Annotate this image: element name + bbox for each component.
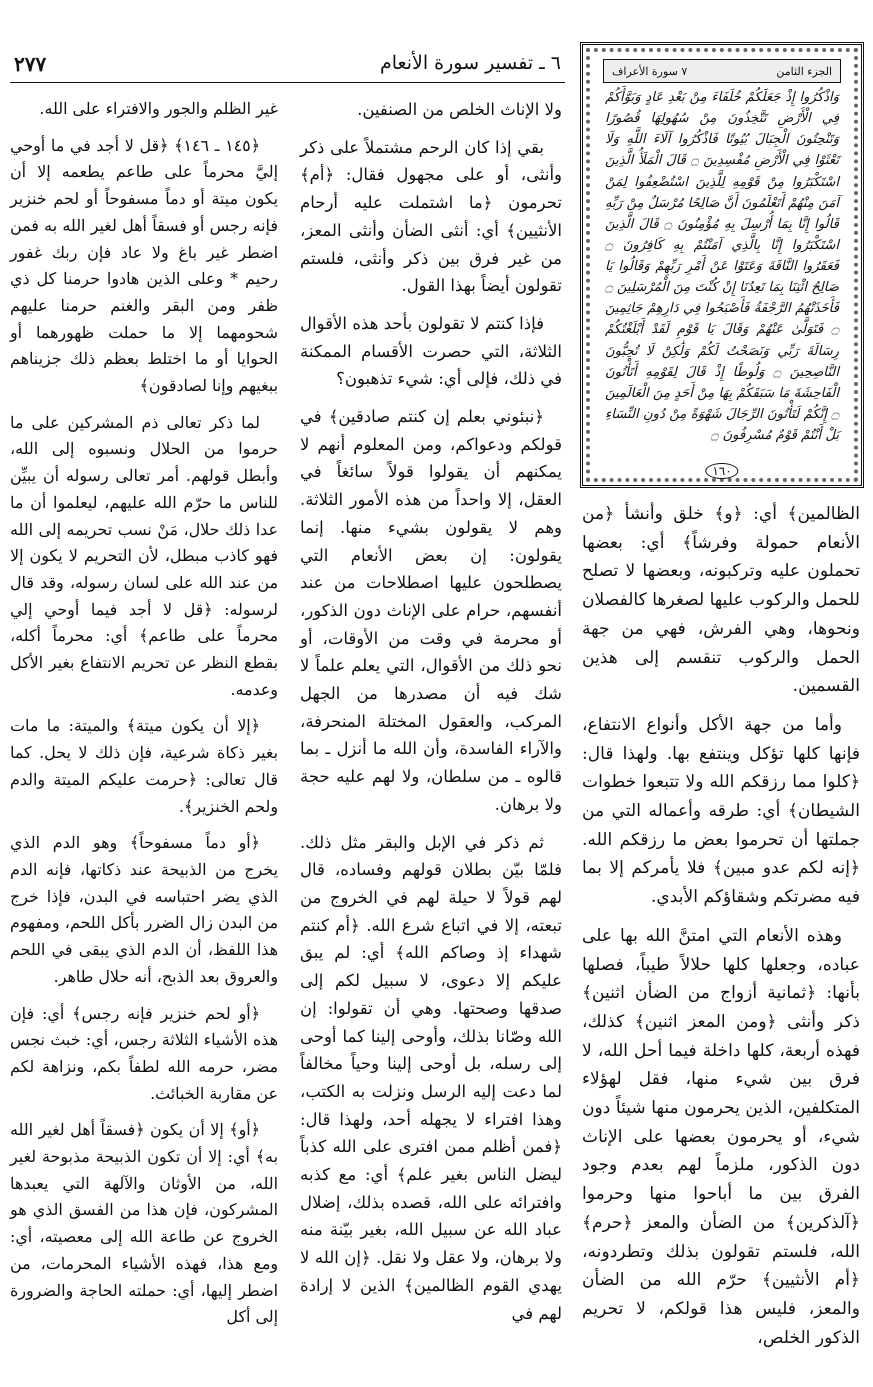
- paragraph: لما ذكر تعالى ذم المشركين على ما حرموا من الحلال ونسبوه إلى الله، وأبطل قولهم. أمر تعالى رسوله أن يبيِّن للناس ما حرّم الله عليهم، ليعلموا أن ما عدا ذلك حلال، مَنْ نسب تحريمه إلى الله فهو كاذب مبطل، لأن التحريم لا يكون إلا من عند الله على لسان رسوله، وقد قال لرسوله: ﴿قل لا أجد فيما أوحي إلي محرماً على طاعم﴾ أي: محرماً أكله، بقطع النظر عن تحريم الانتفاع بغير الأكل وعدمه.: [10, 412, 278, 699]
- paragraph: غير الظلم والجور والافتراء على الله.: [39, 99, 278, 118]
- quran-page-number: ١٦٠: [705, 463, 738, 479]
- header-rule: [10, 82, 565, 83]
- quran-juz-label: الجزء الثامن: [776, 64, 832, 78]
- quran-surah-label: ٧ سورة الأعراف: [612, 64, 688, 78]
- quran-header: [603, 59, 841, 83]
- paragraph: الظالمين﴾ أي: ﴿و﴾ خلق وأنشأ ﴿من الأنعام حمولة وفرشاً﴾ أي: بعضها تحملون عليه وتركبونه، وبعضها لا تصلح للحمل والركوب عليها لصغرها كالفصلان ونحوها، وهي الفرش، فهي من جهة الحمل والركوب تنقسم إلى هذين القسمين.: [582, 504, 860, 697]
- paragraph: بقي إذا كان الرحم مشتملاً على ذكر وأنثى، أو على مجهول فقال: ﴿أم﴾ تحرمون ﴿ما اشتملت عليه أرحام الأنثيين﴾ أي: أنثى الضأن وأنثى المعز، من غير فرق بين ذكر وأنثى، فلستم تقولون أيضاً بهذا القول.: [300, 137, 562, 296]
- running-title: ٦ ـ تفسير سورة الأنعام: [380, 52, 561, 74]
- column-middle: [300, 96, 562, 1337]
- paragraph: وهذه الأنعام التي امتنَّ الله بها على عباده، وجعلها كلها حلالاً طيباً، فصلها بأنها: ﴿ثمانية أزواج من الضأن اثنين﴾ ذكر وأنثى ﴿ومن المعز اثنين﴾ كذلك، فهذه أربعة، كلها داخلة فيما أحل الله، لا فرق بين شيء منها، فقل لهؤلاء المتكلفين، الذين يحرمون منها شيئاً دون شيء، أو يحرمون بعضها على الإناث دون الذكور، ملزماً لهم بعدم وجود الفرق بين ما أباحوا منها وحرموا ﴿آلذكرين﴾ من الضأن والمعز ﴿حرم﴾ الله، فلستم تقولون بذلك وتطردونه، ﴿أم الأنثيين﴾ حرّم الله من الضأن والمعز، فليس هذا قولكم، لا تحريم الذكور الخلص،: [582, 925, 860, 1348]
- paragraph: وأما من جهة الأكل وأنواع الانتفاع، فإنها كلها تؤكل وينتفع بها. ولهذا قال: ﴿كلوا مما رزقكم الله ولا تتبعوا خطوات الشيطان﴾ أي: طرقه وأعماله التي من جملتها أن تحرموا بعض ما رزقكم الله. ﴿إنه لكم عدو مبين﴾ فلا يأمركم إلا بما فيه مضرتكم وشقاؤكم الأبدي.: [582, 714, 860, 908]
- paragraph: ﴿١٤٥ ـ ١٤٦﴾ ﴿قل لا أجد في ما أوحي إليَّ محرماً على طاعم يطعمه إلا أن يكون ميتة أو دماً مسفوحاً أو لحم خنزير فإنه رجس أو فسقاً أهل لغير الله به فمن اضطر غير باغ ولا عاد فإن ربك غفور رحيم * وعلى الذين هادوا حرمنا كل ذي ظفر ومن البقر والغنم حرمنا عليهم شحومهما إلا ما حملت ظهورهما أو الحوايا أو ما اختلط بعظم ذلك جزيناهم ببغيهم وإنا لصادقون﴾: [10, 135, 278, 396]
- column-left: [10, 96, 278, 1341]
- paragraph: ثم ذكر في الإبل والبقر مثل ذلك. فلمّا بيّن بطلان قولهم وفساده، قال لهم قولاً لا حيلة لهم في الخروج من تبعته، إلا في اتباع شرع الله. ﴿أم كنتم شهداء إذ وصاكم الله﴾ أي: لم يبق عليكم إلا دعوى، لا سبيل لكم إلى صدقها وصحتها. وهي أن تقولوا: إن الله وصّانا بذلك، وأوحى إلينا كما أوحى إلى رسله، بل أوحى إلينا وحياً مخالفاً لما دعت إليه الرسل ونزلت به الكتب، وهذا افتراء لا يجهله أحد، ولهذا قال: ﴿فمن أظلم ممن افترى على الله كذباً ليضل الناس بغير علم﴾ أي: مع كذبه وافترائه على الله، قصده بذلك، إضلال عباد الله عن سبيل الله، بغير بيّنة منه ولا برهان، ولا عقل ولا نقل. ﴿إن الله لا يهدي القوم الظالمين﴾ الذين لا إرادة لهم في: [300, 832, 562, 1323]
- paragraph: ﴿إلا أن يكون ميتة﴾ والميتة: ما مات بغير ذكاة شرعية، فإن ذلك لا يحل. كما قال تعالى: ﴿حرمت عليكم الميتة والدم ولحم الخنزير﴾.: [10, 716, 278, 816]
- paragraph: ﴿أو دماً مسفوحاً﴾ وهو الدم الذي يخرج من الذبيحة عند ذكاتها، فإنه الدم الذي يضر احتباسه في البدن، فإذا خرج من البدن زال الضرر بأكل اللحم، ومفهوم هذا اللفظ، أن الدم الذي يبقى في اللحم والعروق بعد الذبح، أنه حلال طاهر.: [10, 833, 278, 986]
- page-number: ٢٧٧: [14, 52, 47, 76]
- paragraph: ﴿نبئوني بعلم إن كنتم صادقين﴾ في قولكم ودعواكم، ومن المعلوم أنهم لا يمكنهم أن يقولوا قولاً سائغاً في العقل، إلا واحداً من هذه الأمور الثلاثة. وهم لا يقولون بشيء منها. إنما يقولون: إن بعض الأنعام التي يصطلحون عليها اصطلاحات من عند أنفسهم، حرام على الإناث دون الذكور، أو محرمة في وقت من الأوقات، أو نحو ذلك من الأقوال، التي يعلم علماً لا شك فيه أن مصدرها من الجهل المركب، والعقول المختلة المنحرفة، والآراء الفاسدة، وأن الله ما أنزل ـ بما قالوه ـ من سلطان، ولا لهم عليه حجة ولا برهان.: [300, 407, 562, 814]
- quran-frame: [580, 42, 864, 488]
- paragraph: ﴿أو لحم خنزير فإنه رجس﴾ أي: فإن هذه الأشياء الثلاثة رجس، أي: خبث نجس مضر، حرمه الله لطفاً بكم، ونزاهة لكم عن مقاربة الخبائث.: [10, 1003, 278, 1103]
- column-right: [582, 500, 860, 1362]
- paragraph: ﴿أو﴾ إلا أن يكون ﴿فسقاً أهل لغير الله به﴾ أي: إلا أن تكون الذبيحة مذبوحة لغير الله، من الأوثان والآلهة التي يعبدها المشركون، فإن هذا من الفسق الذي هو الخروج عن طاعة الله إلى معصيته، أي: ومع هذا، فهذه الأشياء المحرمات، من اضطر إليها، أي: حملته الحاجة والضرورة إلى أكل: [10, 1120, 278, 1327]
- paragraph: ولا الإناث الخلص من الصنفين.: [357, 100, 562, 119]
- page-header: [10, 52, 565, 80]
- paragraph: فإذا كنتم لا تقولون بأحد هذه الأقوال الثلاثة، التي حصرت الأقسام الممكنة في ذلك، فإلى أي: شيء تذهبون؟: [300, 313, 562, 389]
- quran-text: وَاذْكُرُوا إِذْ جَعَلَكُمْ خُلَفَاءَ مِنْ بَعْدِ عَادٍ وَبَوَّأَكُمْ فِي الْأَرْضِ تَتَّخِذُونَ مِنْ سُهُولِهَا قُصُورًا وَتَنْحِتُونَ الْجِبَالَ بُيُوتًا فَاذْكُرُوا آلَاءَ اللَّهِ وَلَا تَعْثَوْا فِي الْأَرْضِ مُفْسِدِينَ ۝ قَالَ الْمَلَأُ الَّذِينَ اسْتَكْبَرُوا مِنْ قَوْمِهِ لِلَّذِينَ اسْتُضْعِفُوا لِمَنْ آمَنَ مِنْهُمْ أَتَعْلَمُونَ أَنَّ صَالِحًا مُرْسَلٌ مِنْ رَبِّهِ قَالُوا إِنَّا بِمَا أُرْسِلَ بِهِ مُؤْمِنُونَ ۝ قَالَ الَّذِينَ اسْتَكْبَرُوا إِنَّا بِالَّذِي آمَنْتُمْ بِهِ كَافِرُونَ ۝ فَعَقَرُوا النَّاقَةَ وَعَتَوْا عَنْ أَمْرِ رَبِّهِمْ وَقَالُوا يَا صَالِحُ ائْتِنَا بِمَا تَعِدُنَا إِنْ كُنْتَ مِنَ الْمُرْسَلِينَ ۝ فَأَخَذَتْهُمُ الرَّجْفَةُ فَأَصْبَحُوا فِي دَارِهِمْ جَاثِمِينَ ۝ فَتَوَلَّىٰ عَنْهُمْ وَقَالَ يَا قَوْمِ لَقَدْ أَبْلَغْتُكُمْ رِسَالَةَ رَبِّي وَنَصَحْتُ لَكُمْ وَلَٰكِنْ لَا تُحِبُّونَ النَّاصِحِينَ ۝ وَلُوطًا إِذْ قَالَ لِقَوْمِهِ أَتَأْتُونَ الْفَاحِشَةَ مَا سَبَقَكُمْ بِهَا مِنْ أَحَدٍ مِنَ الْعَالَمِينَ ۝ إِنَّكُمْ لَتَأْتُونَ الرِّجَالَ شَهْوَةً مِنْ دُونِ النِّسَاءِ بَلْ أَنْتُمْ قَوْمٌ مُسْرِفُونَ ۝: [605, 90, 839, 443]
